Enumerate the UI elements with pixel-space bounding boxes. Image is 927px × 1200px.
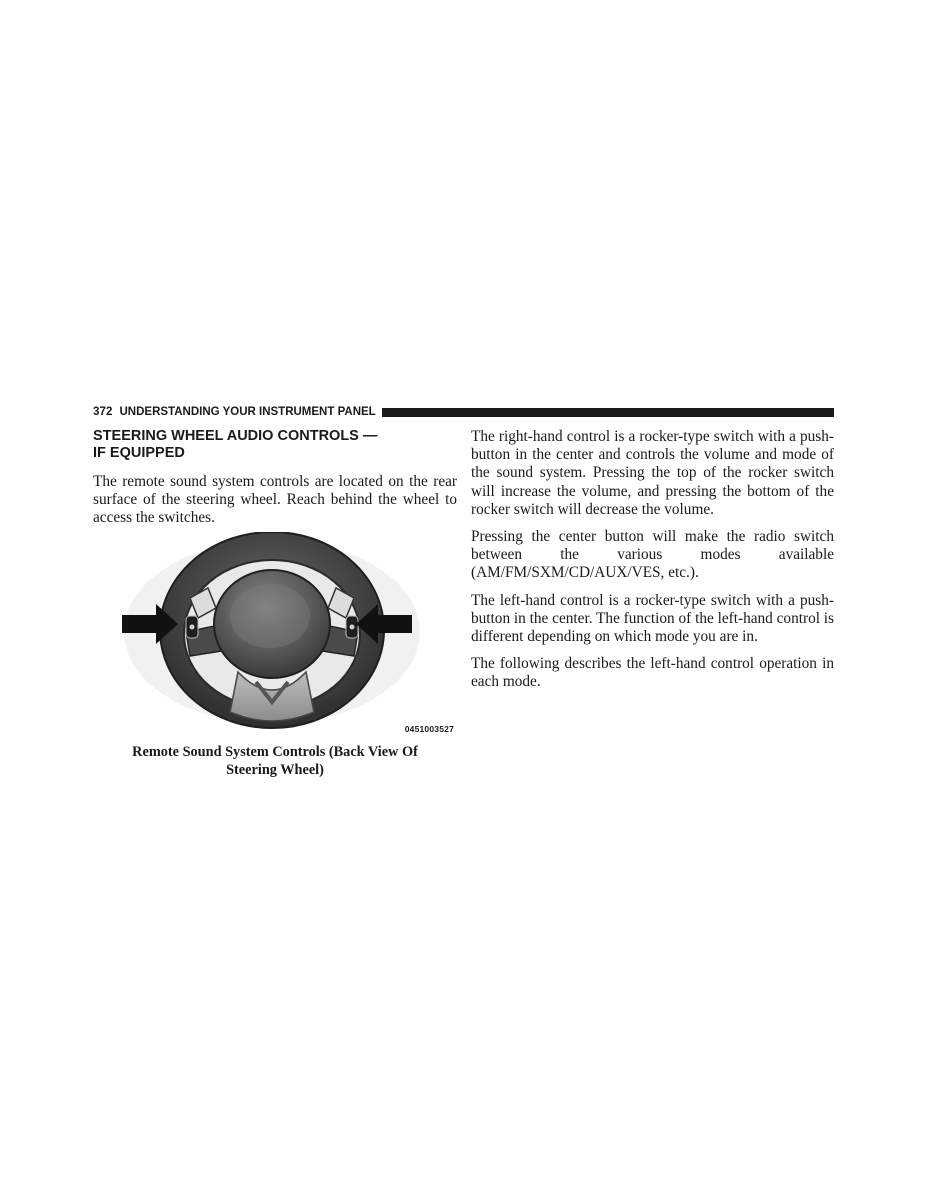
caption-line-2: Steering Wheel) <box>226 761 324 778</box>
figure-id: 0451003527 <box>404 724 454 734</box>
paragraph-following: The following describes the left-hand control operation in each mode. <box>471 655 834 691</box>
right-column <box>471 428 834 701</box>
section-title: UNDERSTANDING YOUR INSTRUMENT PANEL <box>119 406 376 418</box>
paragraph-left-hand-control: The left-hand control is a rocker-type switch with a push-button in the center. The function of the left-hand control is different depending on which mode you are in. <box>471 591 834 646</box>
figure-caption <box>110 744 440 779</box>
steering-wheel-figure <box>120 532 454 736</box>
caption-line-1: Remote Sound System Controls (Back View Of <box>132 744 418 760</box>
header-rule <box>382 408 834 417</box>
intro-paragraph: The remote sound system controls are located on the rear surface of the steering wheel. Reach behind the wheel to access the switches. <box>93 473 457 527</box>
heading-line-2: IF EQUIPPED <box>93 445 185 461</box>
running-header <box>93 405 834 419</box>
heading-line-1: STEERING WHEEL AUDIO CONTROLS — <box>93 428 378 444</box>
left-column <box>93 428 457 528</box>
steering-wheel-illustration <box>120 532 454 736</box>
paragraph-center-button: Pressing the center button will make the radio switch between the various modes available (AM/FM/SXM/CD/AUX/VES, etc.). <box>471 528 834 582</box>
paragraph-right-hand-control: The right-hand control is a rocker-type switch with a push-button in the center and controls the volume and mode of the sound system. Pressing the top of the rocker switch will increase the volume, and pressing the bottom of the rocker switch will decrease the volume. <box>471 428 834 518</box>
section-heading <box>93 428 457 462</box>
page-number: 372 <box>93 406 113 418</box>
